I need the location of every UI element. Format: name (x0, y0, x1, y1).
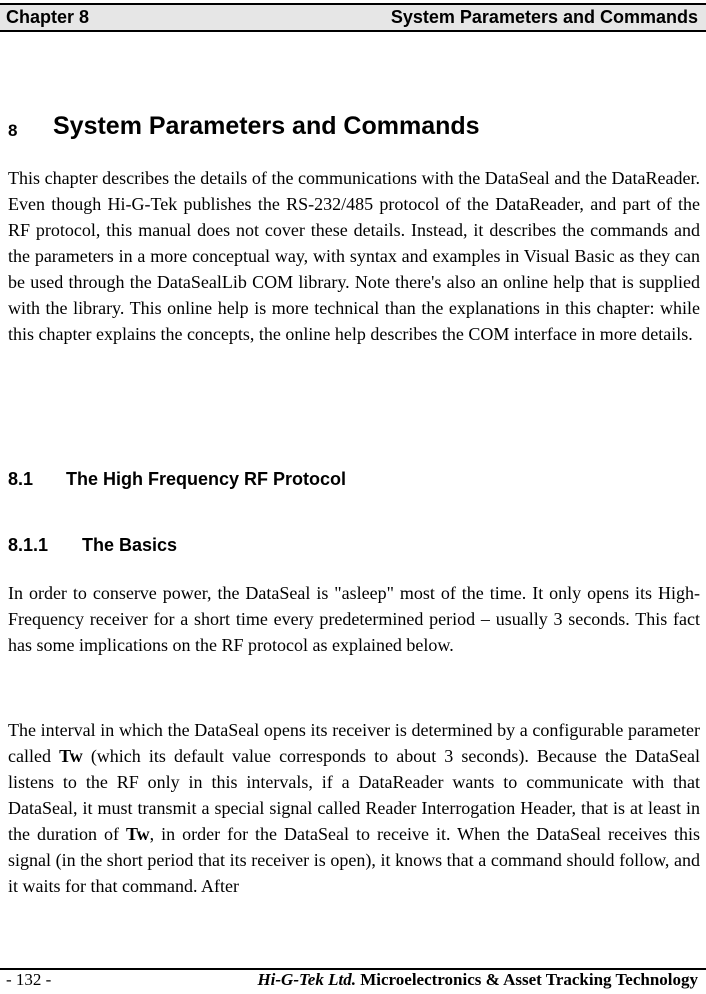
section-number: 8.1 (8, 469, 34, 489)
company-line (257, 970, 698, 990)
basics-paragraph: In order to conserve power, the DataSeal is "asleep" most of the time. It only opens its High-Frequency receiver for a short time every predetermined period – usually 3 seconds. This fact has some implications on the RF protocol as explained below. (8, 583, 700, 655)
running-header (0, 3, 706, 32)
subsection-title: The Basics (82, 535, 178, 555)
page-number: - 132 - (6, 970, 52, 989)
term-tw: Tw (59, 746, 83, 766)
header-chapter: Chapter 8 (6, 7, 90, 27)
term-tw: Tw (125, 824, 150, 844)
company-tagline: Microelectronics & Asset Tracking Technology (355, 970, 698, 989)
subsection-number: 8.1.1 (8, 535, 49, 555)
interval-text-2: (which its default value corresponds to about 3 seconds). Because the DataSeal listens to the RF only in this intervals, if a DataReader wants to communicate with that DataSeal, it must transmit a special signal called Reader Interrogation Header, that is at least in the duration of (8, 746, 700, 844)
chapter-number: 8 (8, 121, 18, 140)
intro-paragraph: This chapter describes the details of the communications with the DataSeal and the DataReader. Even though Hi-G-Tek publishes the RS-232/485 protocol of the DataReader, and part of the RF protocol, this manual does not cover these details. Instead, it describes the commands and the parameters in a more conceptual way, with syntax and examples in Visual Basic as they can be used through the DataSealLib COM library. Note there's also an online help that is supplied with the library. This online help is more technical than the explanations in this chapter: while this chapter explains the concepts, the online help describes the COM interface in more details. (8, 168, 700, 344)
interval-paragraph (8, 717, 700, 899)
section-title: The High Frequency RF Protocol (66, 469, 347, 489)
interval-text-3: , in order for the DataSeal to receive it. When the DataSeal receives this signal (in the short period that its receiver is open), it knows that a command should follow, and it waits for that command. After (8, 824, 700, 896)
header-title: System Parameters and Commands (390, 7, 698, 27)
interval-text-1: The interval in which the DataSeal opens its receiver is determined by a configurable parameter called (8, 720, 700, 766)
running-footer (0, 970, 706, 994)
company-name: Hi-G-Tek Ltd. (257, 970, 356, 989)
chapter-title: System Parameters and Commands (53, 112, 480, 140)
